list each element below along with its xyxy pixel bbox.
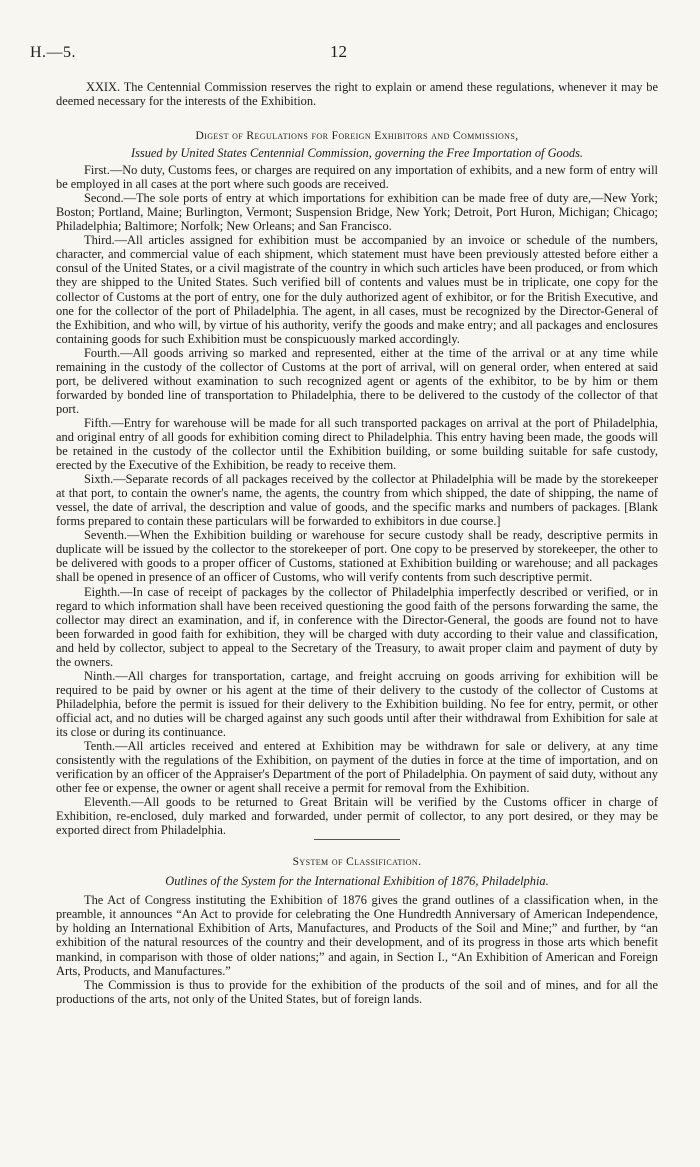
digest-paragraph-first: First.—No duty, Customs fees, or charges are required on any importation of exhibits, and a new form of entry will be employed in all cases at the port where such goods are received. <box>56 163 658 192</box>
digest-paragraph-tenth: Tenth.—All articles received and entered at Exhibition may be withdrawn for sale or delivery, at any time consistently with the regulations of the Exhibition, on payment of the duties in force at the time of importation, and on verification by an officer of the Appraiser's Department of the port of Philadelphia. On payment of said duty, without any other fee or expense, the owner or agent shall receive a permit for removal from the Exhibition. <box>56 739 658 796</box>
classification-paragraph-commission: The Commission is thus to provide for the exhibition of the products of the soil and of mines, and for all the productions of the arts, not only of the United States, but of foreign lands. <box>56 977 658 1006</box>
page-body <box>56 80 658 1006</box>
page-number: 12 <box>330 42 347 61</box>
classification-paragraph-act: The Act of Congress instituting the Exhibition of 1876 gives the grand outlines of a classification when, in the preamble, it announces “An Act to provide for celebrating the One Hundredth Anniversary of American Independence, by holding an International Exhibition of Arts, Manufactures, and Products of the Soil and Mine;” and further, by “an exhibition of the natural resources of the country and their development, and of its progress in those arts which benefit mankind, in comparison with those of older nations;” and again, in Section I., “An Exhibition of American and Foreign Arts, Products, and Manufactures.” <box>56 893 658 978</box>
digest-paragraph-sixth: Sixth.—Separate records of all packages received by the collector at Philadelphia will be made by the storekeeper at that port, to contain the owner's name, the agents, the country from which shipped, the date of shipping, the name of vessel, the date of arrival, the description and value of goods, and the specific marks and numbers of packages. [Blank forms prepared to contain these particulars will be forwarded to exhibitors in due course.] <box>56 472 658 529</box>
digest-paragraph-ninth: Ninth.—All charges for transportation, cartage, and freight accruing on goods arriving for exhibition will be required to be paid by owner or his agent at the time of their delivery to the custody of the collector of Customs at Philadelphia, before the permit is issued for their delivery to the Exhibition building. No fee for entry, permit, or other official act, and no duties will be charged against any such goods until after their withdrawal from Exhibition for sale at its close or during its continuance. <box>56 668 658 739</box>
page-reference: H.—5. <box>30 44 77 61</box>
digest-paragraph-eleventh: Eleventh.—All goods to be returned to Great Britain will be verified by the Customs officer in charge of Exhibition, re-enclosed, duly marked and forwarded, under permit of collector, to any port desired, or they may be exported direct from Philadelphia. <box>56 795 658 838</box>
paragraph-xxix: XXIX. The Centennial Commission reserves the right to explain or amend these regulations, whenever it may be deemed necessary for the interests of the Exhibition. <box>56 80 658 109</box>
digest-heading: Digest of Regulations for Foreign Exhibitors and Commissions, <box>195 130 519 143</box>
page-header <box>30 44 658 64</box>
digest-paragraph-second: Second.—The sole ports of entry at which importations for exhibition can be made free of duty are,—New York; Boston; Portland, Maine; Burlington, Vermont; Suspension Bridge, New York; Detroit, Port Huron, Michigan; Chicago; Philadelphia; Baltimore; Norfolk; New Orleans; and San Francisco. <box>56 191 658 234</box>
digest-paragraph-third: Third.—All articles assigned for exhibition must be accompanied by an invoice or schedule of the numbers, character, and commercial value of each shipment, which statement must have been previously attested before either a consul of the United States, or a civil magistrate of the country in which such articles have been produced, or from which they are shipped to the United States. Such verified bill of contents and values must be in triplicate, one copy for the collector of Customs at the port of entry, one for the duly authorized agent of exhibitor, or for the British Executive, and one for the collector of the port of Philadelphia. The agent, in all cases, must be recognized by the Director-General of the Exhibition, and who will, by virtue of his authority, verify the goods and make entry; and all packages and enclosures containing goods for such Exhibition must be conspicuously marked accordingly. <box>56 233 658 346</box>
classification-subheading: Outlines of the System for the International Exhibition of 1876, Philadelphia. <box>165 874 549 889</box>
section-divider <box>314 839 400 840</box>
digest-paragraph-eighth: Eighth.—In case of receipt of packages by the collector of Philadelphia imperfectly described or verified, or in regard to which information shall have been received questioning the good faith of the persons forwarding the same, the collector may direct an examination, and if, in conference with the Director-General, the goods are found not to have been forwarded in good faith for exhibition, they will be charged with duty according to their value and classification, and held by collector, subject to appeal to the Secretary of the Treasury, to await proper claim and payment of duty by the owners. <box>56 584 658 669</box>
digest-paragraph-fifth: Fifth.—Entry for warehouse will be made for all such transported packages on arrival at the port of Philadelphia, and original entry of all goods for exhibition coming direct to Philadelphia. This entry having been made, the goods will be retained in the custody of the collector until the Exhibition building, or some building suitable for safe custody, erected by the Executive of the Exhibition, be ready to receive them. <box>56 415 658 473</box>
digest-paragraph-seventh: Seventh.—When the Exhibition building or warehouse for secure custody shall be ready, descriptive permits in duplicate will be issued by the collector to the storekeeper of port. One copy to be preserved by storekeeper, the other to be delivered with goods to a proper officer of Customs, stationed at Exhibition building or warehouse; and all packages shall be opened in presence of an officer of Customs, who will verify contents from such descriptive permit. <box>56 528 658 585</box>
classification-heading: System of Classification. <box>292 856 422 869</box>
digest-subheading: Issued by United States Centennial Commission, governing the Free Importation of Goods. <box>130 146 584 161</box>
digest-paragraph-fourth: Fourth.—All goods arriving so marked and represented, either at the time of the arrival or at any time while remaining in the custody of the collector of Customs at the port of arrival, will on general order, when entered at said port, be delivered without examination to such recognized agent or agents of the exhibitor, to be by him or them forwarded by bonded line of transportation to Philadelphia, there to be delivered to the custody of the collector of that port. <box>56 345 658 416</box>
